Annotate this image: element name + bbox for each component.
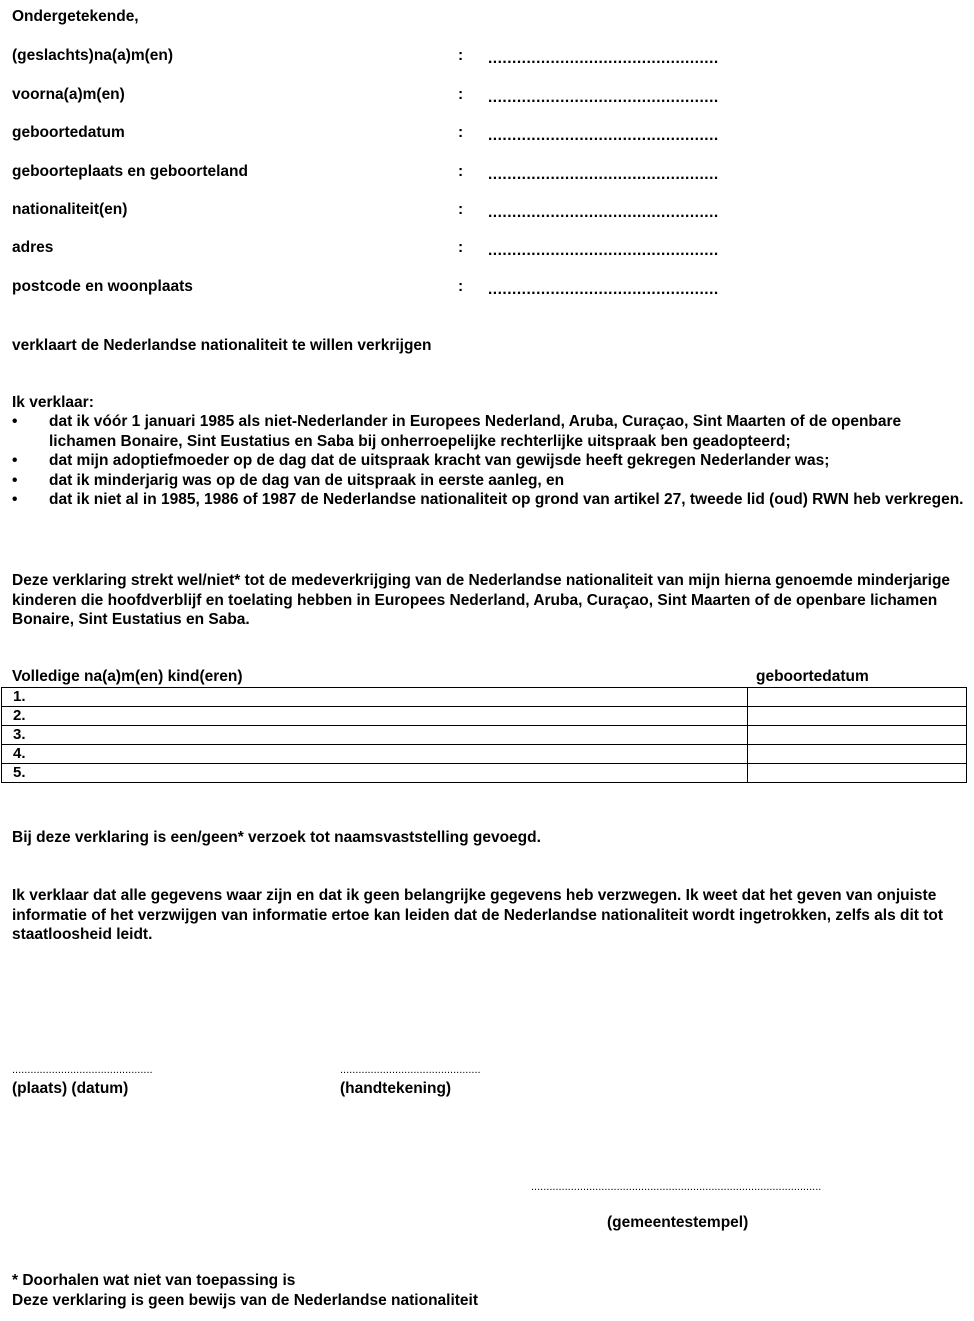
field-label: nationaliteit(en) [12, 201, 128, 218]
child-name-cell[interactable]: 4. [2, 745, 748, 764]
table-row [2, 745, 967, 764]
child-name-cell[interactable]: 1. [2, 688, 748, 707]
bullet-icon: • [12, 452, 18, 470]
field-label: adres [12, 239, 54, 256]
statement-item-text: dat ik vóór 1 januari 1985 als niet-Nederlander in Europees Nederland, Aruba, Curaçao, Sint Maarten of de openbare lichamen Bonaire, Sint Eustatius en Saba bij onherroepelijke rechterlijke uitspraak ben geadopteerd; [49, 413, 902, 450]
table-row [2, 726, 967, 745]
field-label: postcode en woonplaats [12, 278, 193, 295]
field-colon: : [458, 201, 464, 218]
field-colon: : [458, 163, 464, 180]
field-dotted-line[interactable]: ................................................ [488, 242, 719, 259]
children-date-header: geboortedatum [756, 668, 869, 685]
children-table [1, 687, 967, 783]
field-label: voorna(a)m(en) [12, 86, 125, 103]
intro-text: Ondergetekende, [12, 8, 139, 25]
child-name-cell[interactable]: 3. [2, 726, 748, 745]
statement-heading: Ik verklaar: [12, 394, 94, 411]
field-colon: : [458, 47, 464, 64]
children-name-header: Volledige na(a)m(en) kind(eren) [12, 668, 243, 685]
child-date-cell[interactable] [748, 726, 967, 745]
bullet-icon: • [12, 471, 18, 489]
field-dotted-line[interactable]: ................................................ [488, 89, 719, 106]
statement-item [12, 471, 967, 491]
field-colon: : [458, 278, 464, 295]
child-date-cell[interactable] [748, 707, 967, 726]
field-colon: : [458, 124, 464, 141]
truth-statement: Ik verklaar dat alle gegevens waar zijn en dat ik geen belangrijke gegevens heb verzwegen. Ik weet dat het geven van onjuiste informatie of het verzwijgen van informatie ertoe kan leiden dat de Nederlandse nationaliteit wordt ingetrokken, zelfs als dit tot staatloosheid leidt. [12, 887, 944, 944]
child-date-cell[interactable] [748, 764, 967, 783]
field-colon: : [458, 86, 464, 103]
table-row [2, 707, 967, 726]
field-label: geboorteplaats en geboorteland [12, 163, 248, 180]
statement-item-text: dat mijn adoptiefmoeder op de dag dat de uitspraak kracht van gewijsde heeft gekregen Nederlander was; [49, 452, 830, 470]
child-name-cell[interactable]: 5. [2, 764, 748, 783]
place-date-label: (plaats) (datum) [12, 1080, 129, 1097]
signature-dotted-line[interactable]: .............................................. [340, 1064, 481, 1076]
child-date-cell[interactable] [748, 745, 967, 764]
footnote: * Doorhalen wat niet van toepassing is [12, 1272, 296, 1289]
field-dotted-line[interactable]: ................................................ [488, 281, 719, 298]
place-date-dotted-line[interactable]: .............................................. [12, 1064, 153, 1076]
field-label: (geslachts)na(a)m(en) [12, 47, 174, 64]
table-row [2, 688, 967, 707]
name-request-text: Bij deze verklaring is een/geen* verzoek tot naamsvaststelling gevoegd. [12, 829, 541, 846]
stamp-dotted-line[interactable]: ............................................................................................... [531, 1181, 822, 1193]
disclaimer: Deze verklaring is geen bewijs van de Nederlandse nationaliteit [12, 1292, 479, 1309]
stamp-label: (gemeentestempel) [607, 1214, 749, 1231]
field-colon: : [458, 239, 464, 256]
child-name-cell[interactable]: 2. [2, 707, 748, 726]
field-dotted-line[interactable]: ................................................ [488, 50, 719, 67]
bullet-icon: • [12, 491, 18, 509]
statement-item-text: dat ik minderjarig was op de dag van de uitspraak in eerste aanleg, en [49, 471, 565, 489]
statement-list [12, 412, 967, 510]
field-dotted-line[interactable]: ................................................ [488, 127, 719, 144]
declaration-text: verklaart de Nederlandse nationaliteit te willen verkrijgen [12, 337, 432, 354]
children-paragraph: Deze verklaring strekt wel/niet* tot de medeverkrijging van de Nederlandse nationaliteit van mijn hierna genoemde minderjarige kinderen die hoofdverblijf en toelating hebben in Europees Nederland, Aruba, Curaçao, Sint Maarten of de openbare lichamen Bonaire, Sint Eustatius en Saba. [12, 572, 951, 629]
field-dotted-line[interactable]: ................................................ [488, 166, 719, 183]
table-row [2, 764, 967, 783]
bullet-icon: • [12, 413, 18, 430]
signature-label: (handtekening) [340, 1080, 452, 1097]
statement-item [12, 412, 967, 451]
statement-item-text: dat ik niet al in 1985, 1986 of 1987 de Nederlandse nationaliteit op grond van artikel 27, tweede lid (oud) RWN heb verkregen. [49, 491, 964, 509]
field-label: geboortedatum [12, 124, 125, 141]
statement-item [12, 490, 967, 510]
statement-item [12, 451, 967, 471]
field-dotted-line[interactable]: ................................................ [488, 204, 719, 221]
child-date-cell[interactable] [748, 688, 967, 707]
